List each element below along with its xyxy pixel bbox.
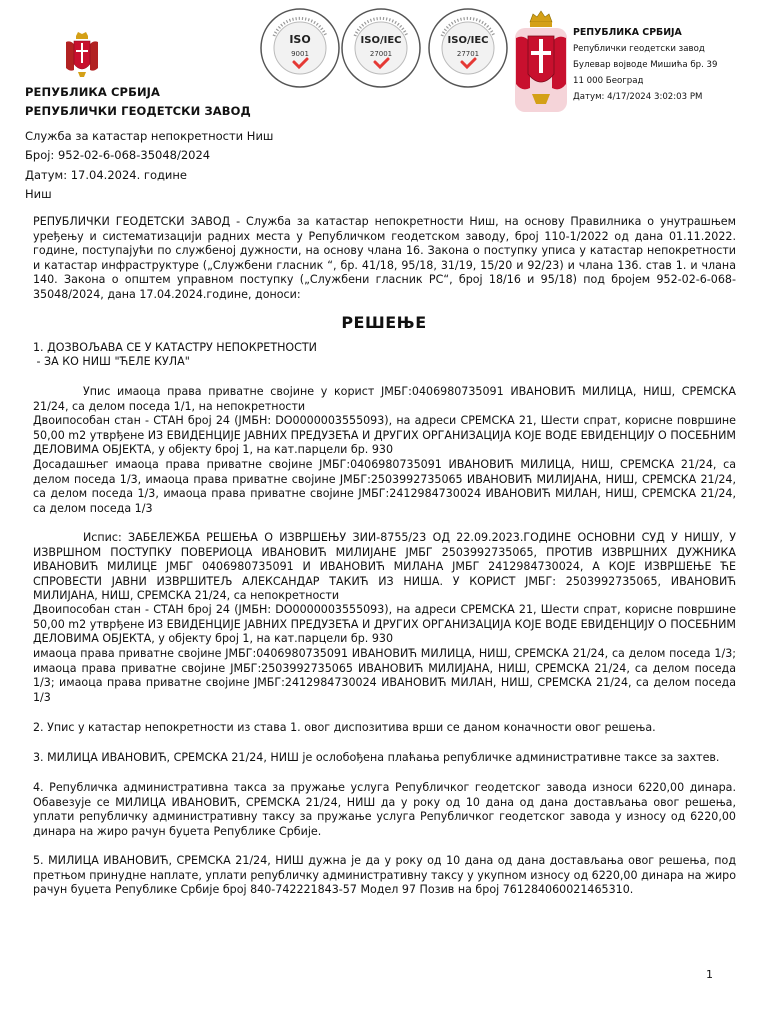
serbia-coat-of-arms-large-icon [512, 8, 570, 112]
entry1-property: Двоипособан стан - СТАН број 24 (ЈМБН: DO0000003555093), на адреси СРЕМСКА 21, Шести спрат, корисне површине 50,00 m2 утврђене ИЗ ЕВИДЕНЦИЈЕ ЈАВНИХ ПРЕДУЗЕЋА И ДРУГИХ ОРГАНИЗАЦИЈА КОЈЕ ВОДЕ ЕВИДЕНЦИЈУ О ПОСЕБНИМ ДЕЛОВИМА ОБЈЕКТА, у објекту број 1, на кат.парцели бр. 930 [33, 414, 736, 456]
section1-subheading: - ЗА КО НИШ "ЋЕЛЕ КУЛА" [33, 355, 190, 368]
stamp-line1: Републички геодетски завод [573, 44, 705, 54]
item-5: 5. МИЛИЦА ИВАНОВИЋ, СРЕМСКА 21/24, НИШ дужна је да у року од 10 дана од дана достављања овог решења, под претњом принудне наплате, уплати републичку административну таксу у укупном износу од 6220,00 динара на жиро рачун буџета Републике Србије број 840-742221843-57 Модел 97 Позив на број 761284060021465310. [33, 854, 736, 896]
iso-standard: 9001 [291, 50, 309, 58]
stamp-date: Датум: 4/17/2024 3:02:03 PM [573, 92, 703, 102]
header-service: Служба за катастар непокретности Ниш [25, 129, 274, 143]
iso-standard: 27001 [369, 50, 393, 58]
intro-paragraph: РЕПУБЛИЧКИ ГЕОДЕТСКИ ЗАВОД - Служба за катастар непокретности Ниш, на основу Правилника о унутрашњем уређењу и систематизацији радних места у Републичком геодетском заводу, број 110-1/2022 од дана 01.11.2022. године, поступајући по службеној дужности, на основу члана 16. Закона о поступку уписа у катастар непокретности и катастар инфраструктуре („Службени гласник “, бр. 41/18, 95/18, 31/19, 15/20 и 92/23) и члана 136. став 1. и члана 140. Закона о општем управном поступку („Службени гласник РС“, број 18/16 и 95/18) под бројем 952-02-6-068-35048/2024, дана 17.04.2024.године, доноси: [33, 215, 736, 301]
iso-label: ISO/IEC [360, 35, 402, 46]
section1-heading: 1. ДОЗВОЉАВА СЕ У КАТАСТРУ НЕПОКРЕТНОСТИ [33, 341, 317, 354]
iso-label: ISO [289, 33, 311, 46]
document-city: Ниш [25, 187, 52, 201]
iso-9001-badge [258, 6, 342, 90]
document-date: Датум: 17.04.2024. године [25, 168, 187, 182]
iso-27001-badge [339, 6, 423, 90]
serbia-coat-of-arms-icon [62, 30, 102, 80]
stamp-line3: 11 000 Београд [573, 76, 644, 86]
stamp-country: РЕПУБЛИКА СРБИЈА [573, 27, 682, 38]
signature-stamp [573, 25, 763, 105]
item-4: 4. Републичка административна такса за пружање услуга Републичког геодетског завода износи 6220,00 динара. Обавезује се МИЛИЦА ИВАНОВИЋ, СРЕМСКА 21/24, НИШ да у року од 10 дана од дана достављања овог решења, уплати републичку административну таксу за пружање услуга Републичког геодетског завода у износу од 6220,00 динара на жиро рачун буџета Републике Србије. [33, 781, 736, 838]
entry1-registration: Упис имаоца права приватне својине у корист ЈМБГ:0406980735091 ИВАНОВИЋ МИЛИЦА, НИШ, СРЕМСКА 21/24, са делом поседа 1/1, на непокретности [33, 385, 736, 413]
iso-standard: 27701 [456, 50, 480, 58]
entry2-owners: имаоца права приватне својине ЈМБГ:0406980735091 ИВАНОВИЋ МИЛИЦА, НИШ, СРЕМСКА 21/24, са делом поседа 1/3; имаоца права приватне својине ЈМБГ:2503992735065 ИВАНОВИЋ МИЛИЈАНА, НИШ, СРЕМСКА 21/24, са делом поседа 1/3; имаоца права приватне својине ЈМБГ:2412984730024 ИВАНОВИЋ МИЛАН, НИШ, СРЕМСКА 21/24, са делом поседа 1/3 [33, 647, 736, 704]
iso-label: ISO/IEC [447, 35, 489, 46]
iso-27701-badge [426, 6, 510, 90]
page-number: 1 [706, 968, 713, 981]
header-institution: РЕПУБЛИЧКИ ГЕОДЕТСКИ ЗАВОД [25, 104, 251, 118]
item-2: 2. Упис у катастар непокретности из става 1. овог диспозитива врши се даном коначности овог решења. [33, 721, 656, 734]
stamp-line2: Булевар војводе Мишића бр. 39 [573, 60, 718, 70]
entry2-deletion: Испис: ЗАБЕЛЕЖБА РЕШЕЊА О ИЗВРШЕЊУ ЗИИ-8755/23 ОД 22.09.2023.ГОДИНЕ ОСНОВНИ СУД У НИШУ, У ИЗВРШНОМ ПОСТУПКУ ПОВЕРИОЦА ИВАНОВИЋ МИЛИЈАНЕ ЈМБГ 2503992735065, ПРОТИВ ИЗВРШНИХ ДУЖНИКА ИВАНОВИЋ МИЛИЦЕ ЈМБГ 0406980735091 И ИВАНОВИЋ МИЛАНА ЈМБГ 2412984730024, А КОЈЕ ИЗВРШЕЊЕ ЋЕ СПРОВЕСТИ ЈАВНИ ИЗВРШИТЕЉ АЛЕКСАНДАР ТАКИЋ ИЗ НИША. У КОРИСТ ЈМБГ: 2503992735065, ИВАНОВИЋ МИЛИЈАНА, НИШ, СРЕМСКА 21/24, са непокретности [33, 531, 736, 602]
decision-title: РЕШЕЊЕ [341, 313, 427, 332]
document-number: Број: 952-02-6-068-35048/2024 [25, 148, 211, 162]
item-3: 3. МИЛИЦА ИВАНОВИЋ, СРЕМСКА 21/24, НИШ је ослобођена плаћања републичке административне таксе за захтев. [33, 751, 720, 764]
entry2-property: Двоипособан стан - СТАН број 24 (ЈМБН: DO0000003555093), на адреси СРЕМСКА 21, Шести спрат, корисне површине 50,00 m2 утврђене ИЗ ЕВИДЕНЦИЈЕ ЈАВНИХ ПРЕДУЗЕЋА И ДРУГИХ ОРГАНИЗАЦИЈА КОЈЕ ВОДЕ ЕВИДЕНЦИЈУ О ПОСЕБНИМ ДЕЛОВИМА ОБЈЕКТА, у објекту број 1, на кат.парцели бр. 930 [33, 603, 736, 645]
entry1-previous-owners: Досадашњег имаоца права приватне својине ЈМБГ:0406980735091 ИВАНОВИЋ МИЛИЦА, НИШ, СРЕМСКА 21/24, са делом поседа 1/3, имаоца права приватне својине ЈМБГ:2503992735065 ИВАНОВИЋ МИЛИЈАНА, НИШ, СРЕМСКА 21/24, са делом поседа 1/3, имаоца права приватне својине ЈМБГ:2412984730024 ИВАНОВИЋ МИЛАН, НИШ, СРЕМСКА 21/24, са делом поседа 1/3 [33, 458, 736, 515]
header-country: РЕПУБЛИКА СРБИЈА [25, 85, 161, 99]
